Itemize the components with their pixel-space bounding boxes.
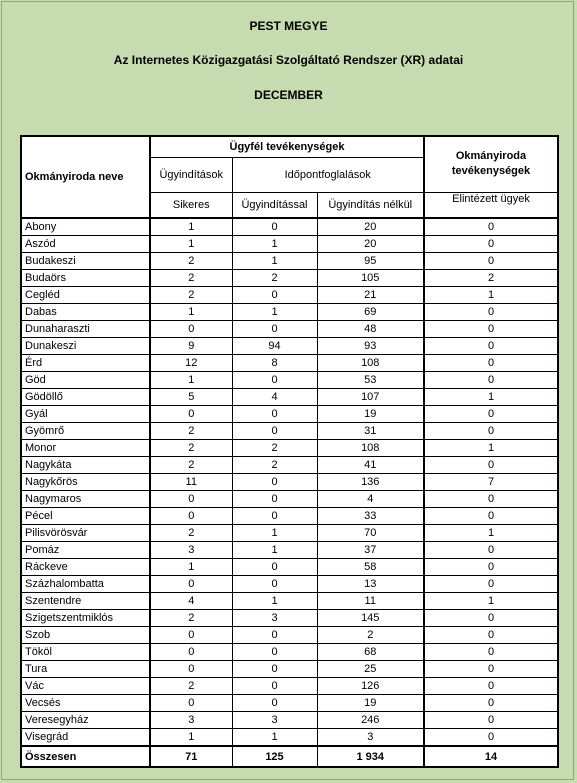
table-row — [21, 610, 558, 627]
office-name-cell: Göd — [21, 372, 150, 389]
table-row — [21, 491, 558, 508]
with-initiation-cell: 0 — [232, 627, 317, 644]
statistics-table — [20, 135, 559, 768]
completed-cases-cell: 0 — [424, 559, 558, 576]
with-initiation-cell: 1 — [232, 236, 317, 253]
office-name-cell: Gödöllő — [21, 389, 150, 406]
table-row — [21, 423, 558, 440]
office-name-cell: Vecsés — [21, 695, 150, 712]
office-name-cell: Pécel — [21, 508, 150, 525]
successful-cell: 5 — [150, 389, 232, 406]
table-row — [21, 576, 558, 593]
table-row — [21, 542, 558, 559]
table-row — [21, 389, 558, 406]
successful-cell: 0 — [150, 644, 232, 661]
completed-cases-cell: 0 — [424, 372, 558, 389]
successful-cell: 1 — [150, 218, 232, 236]
total-with-initiation: 125 — [232, 746, 317, 767]
table-row — [21, 457, 558, 474]
successful-cell: 1 — [150, 559, 232, 576]
completed-cases-cell: 0 — [424, 542, 558, 559]
without-initiation-cell: 2 — [317, 627, 424, 644]
header-client-activities: Ügyfél tevékenységek — [150, 136, 424, 158]
office-name-cell: Nagykőrös — [21, 474, 150, 491]
successful-cell: 1 — [150, 304, 232, 321]
completed-cases-cell: 0 — [424, 321, 558, 338]
without-initiation-cell: 126 — [317, 678, 424, 695]
completed-cases-cell: 1 — [424, 525, 558, 542]
without-initiation-cell: 107 — [317, 389, 424, 406]
office-name-cell: Pomáz — [21, 542, 150, 559]
successful-cell: 4 — [150, 593, 232, 610]
office-name-cell: Vác — [21, 678, 150, 695]
successful-cell: 9 — [150, 338, 232, 355]
without-initiation-cell: 37 — [317, 542, 424, 559]
without-initiation-cell: 33 — [317, 508, 424, 525]
with-initiation-cell: 0 — [232, 406, 317, 423]
completed-cases-cell: 0 — [424, 491, 558, 508]
completed-cases-cell: 0 — [424, 218, 558, 236]
header-with-initiation: Ügyindítással — [232, 192, 317, 218]
with-initiation-cell: 1 — [232, 729, 317, 747]
successful-cell: 2 — [150, 610, 232, 627]
without-initiation-cell: 20 — [317, 236, 424, 253]
office-name-cell: Cegléd — [21, 287, 150, 304]
completed-cases-cell: 0 — [424, 406, 558, 423]
header-successful: Sikeres — [150, 192, 232, 218]
table-row — [21, 508, 558, 525]
without-initiation-cell: 25 — [317, 661, 424, 678]
successful-cell: 0 — [150, 695, 232, 712]
office-name-cell: Gyál — [21, 406, 150, 423]
header-without-initiation: Ügyindítás nélkül — [317, 192, 424, 218]
table-row — [21, 218, 558, 236]
header-case-initiations: Ügyindítások — [150, 158, 232, 192]
table-row — [21, 559, 558, 576]
total-completed-cases: 14 — [424, 746, 558, 767]
with-initiation-cell: 0 — [232, 576, 317, 593]
with-initiation-cell: 1 — [232, 253, 317, 270]
table-row — [21, 712, 558, 729]
office-name-cell: Nagykáta — [21, 457, 150, 474]
successful-cell: 2 — [150, 423, 232, 440]
office-name-cell: Százhalombatta — [21, 576, 150, 593]
header-appointments: Időpontfoglalások — [232, 158, 424, 192]
table-row — [21, 287, 558, 304]
successful-cell: 12 — [150, 355, 232, 372]
office-name-cell: Ráckeve — [21, 559, 150, 576]
with-initiation-cell: 1 — [232, 525, 317, 542]
office-name-cell: Dabas — [21, 304, 150, 321]
office-name-cell: Tura — [21, 661, 150, 678]
office-name-cell: Veresegyház — [21, 712, 150, 729]
total-row — [21, 746, 558, 767]
without-initiation-cell: 19 — [317, 406, 424, 423]
completed-cases-cell: 0 — [424, 355, 558, 372]
completed-cases-cell: 0 — [424, 576, 558, 593]
successful-cell: 2 — [150, 525, 232, 542]
with-initiation-cell: 1 — [232, 304, 317, 321]
table-row — [21, 474, 558, 491]
successful-cell: 1 — [150, 236, 232, 253]
without-initiation-cell: 136 — [317, 474, 424, 491]
without-initiation-cell: 13 — [317, 576, 424, 593]
period-label: DECEMBER — [254, 88, 323, 102]
office-name-cell: Budaörs — [21, 270, 150, 287]
completed-cases-cell: 0 — [424, 508, 558, 525]
with-initiation-cell: 8 — [232, 355, 317, 372]
with-initiation-cell: 0 — [232, 508, 317, 525]
table-row — [21, 661, 558, 678]
completed-cases-cell: 0 — [424, 423, 558, 440]
with-initiation-cell: 1 — [232, 542, 317, 559]
without-initiation-cell: 21 — [317, 287, 424, 304]
successful-cell: 0 — [150, 627, 232, 644]
without-initiation-cell: 53 — [317, 372, 424, 389]
completed-cases-cell: 1 — [424, 389, 558, 406]
without-initiation-cell: 246 — [317, 712, 424, 729]
office-name-cell: Gyömrő — [21, 423, 150, 440]
without-initiation-cell: 93 — [317, 338, 424, 355]
office-name-cell: Budakeszi — [21, 253, 150, 270]
without-initiation-cell: 20 — [317, 218, 424, 236]
successful-cell: 0 — [150, 508, 232, 525]
completed-cases-cell: 1 — [424, 593, 558, 610]
without-initiation-cell: 41 — [317, 457, 424, 474]
with-initiation-cell: 3 — [232, 610, 317, 627]
office-name-cell: Érd — [21, 355, 150, 372]
successful-cell: 0 — [150, 576, 232, 593]
completed-cases-cell: 0 — [424, 627, 558, 644]
office-name-cell: Monor — [21, 440, 150, 457]
with-initiation-cell: 0 — [232, 491, 317, 508]
header-office-activities: Okmányiroda tevékenységek — [424, 136, 558, 192]
table-row — [21, 355, 558, 372]
successful-cell: 2 — [150, 253, 232, 270]
with-initiation-cell: 0 — [232, 372, 317, 389]
completed-cases-cell: 0 — [424, 729, 558, 747]
with-initiation-cell: 0 — [232, 287, 317, 304]
without-initiation-cell: 3 — [317, 729, 424, 747]
completed-cases-cell: 0 — [424, 253, 558, 270]
with-initiation-cell: 0 — [232, 678, 317, 695]
total-label: Összesen — [21, 746, 150, 767]
with-initiation-cell: 0 — [232, 218, 317, 236]
office-name-cell: Szob — [21, 627, 150, 644]
completed-cases-cell: 0 — [424, 712, 558, 729]
header-completed-cases: Elintézett ügyek — [424, 192, 558, 218]
total-without-initiation: 1 934 — [317, 746, 424, 767]
table-row — [21, 593, 558, 610]
office-name-cell: Abony — [21, 218, 150, 236]
table-row — [21, 406, 558, 423]
office-name-cell: Aszód — [21, 236, 150, 253]
successful-cell: 0 — [150, 491, 232, 508]
with-initiation-cell: 0 — [232, 644, 317, 661]
successful-cell: 2 — [150, 440, 232, 457]
table-row — [21, 270, 558, 287]
successful-cell: 1 — [150, 729, 232, 747]
table-row — [21, 729, 558, 747]
without-initiation-cell: 68 — [317, 644, 424, 661]
completed-cases-cell: 0 — [424, 236, 558, 253]
completed-cases-cell: 0 — [424, 304, 558, 321]
without-initiation-cell: 145 — [317, 610, 424, 627]
table-body — [21, 218, 558, 767]
completed-cases-cell: 0 — [424, 644, 558, 661]
without-initiation-cell: 95 — [317, 253, 424, 270]
without-initiation-cell: 11 — [317, 593, 424, 610]
successful-cell: 11 — [150, 474, 232, 491]
completed-cases-cell: 0 — [424, 695, 558, 712]
successful-cell: 0 — [150, 661, 232, 678]
without-initiation-cell: 70 — [317, 525, 424, 542]
table-row — [21, 253, 558, 270]
completed-cases-cell: 2 — [424, 270, 558, 287]
with-initiation-cell: 2 — [232, 440, 317, 457]
table-row — [21, 525, 558, 542]
successful-cell: 2 — [150, 678, 232, 695]
with-initiation-cell: 0 — [232, 474, 317, 491]
table-row — [21, 236, 558, 253]
table-row — [21, 695, 558, 712]
completed-cases-cell: 0 — [424, 457, 558, 474]
office-name-cell: Visegrád — [21, 729, 150, 747]
with-initiation-cell: 94 — [232, 338, 317, 355]
table-row — [21, 372, 558, 389]
office-name-cell: Nagymaros — [21, 491, 150, 508]
table-row — [21, 678, 558, 695]
header-office-name: Okmányiroda neve — [21, 136, 150, 218]
office-name-cell: Pilisvörösvár — [21, 525, 150, 542]
header-row-1 — [21, 136, 558, 158]
completed-cases-cell: 0 — [424, 338, 558, 355]
with-initiation-cell: 2 — [232, 457, 317, 474]
completed-cases-cell: 1 — [424, 287, 558, 304]
with-initiation-cell: 0 — [232, 695, 317, 712]
successful-cell: 2 — [150, 287, 232, 304]
table-row — [21, 321, 558, 338]
with-initiation-cell: 0 — [232, 559, 317, 576]
successful-cell: 2 — [150, 457, 232, 474]
without-initiation-cell: 105 — [317, 270, 424, 287]
successful-cell: 3 — [150, 712, 232, 729]
table-row — [21, 338, 558, 355]
table-row — [21, 440, 558, 457]
without-initiation-cell: 31 — [317, 423, 424, 440]
table-row — [21, 627, 558, 644]
page-title: PEST MEGYE — [249, 19, 328, 33]
without-initiation-cell: 58 — [317, 559, 424, 576]
table-row — [21, 644, 558, 661]
office-name-cell: Dunakeszi — [21, 338, 150, 355]
without-initiation-cell: 108 — [317, 440, 424, 457]
with-initiation-cell: 4 — [232, 389, 317, 406]
without-initiation-cell: 19 — [317, 695, 424, 712]
office-name-cell: Dunaharaszti — [21, 321, 150, 338]
completed-cases-cell: 7 — [424, 474, 558, 491]
total-successful: 71 — [150, 746, 232, 767]
without-initiation-cell: 48 — [317, 321, 424, 338]
without-initiation-cell: 108 — [317, 355, 424, 372]
office-name-cell: Tököl — [21, 644, 150, 661]
without-initiation-cell: 4 — [317, 491, 424, 508]
completed-cases-cell: 0 — [424, 661, 558, 678]
table-row — [21, 304, 558, 321]
successful-cell: 1 — [150, 372, 232, 389]
with-initiation-cell: 0 — [232, 423, 317, 440]
office-name-cell: Szigetszentmiklós — [21, 610, 150, 627]
with-initiation-cell: 0 — [232, 321, 317, 338]
with-initiation-cell: 2 — [232, 270, 317, 287]
with-initiation-cell: 0 — [232, 661, 317, 678]
completed-cases-cell: 0 — [424, 610, 558, 627]
successful-cell: 3 — [150, 542, 232, 559]
successful-cell: 0 — [150, 321, 232, 338]
with-initiation-cell: 3 — [232, 712, 317, 729]
completed-cases-cell: 0 — [424, 678, 558, 695]
completed-cases-cell: 1 — [424, 440, 558, 457]
successful-cell: 2 — [150, 270, 232, 287]
successful-cell: 0 — [150, 406, 232, 423]
with-initiation-cell: 1 — [232, 593, 317, 610]
page-subtitle: Az Internetes Közigazgatási Szolgáltató Rendszer (XR) adatai — [113, 53, 464, 67]
without-initiation-cell: 69 — [317, 304, 424, 321]
office-name-cell: Szentendre — [21, 593, 150, 610]
